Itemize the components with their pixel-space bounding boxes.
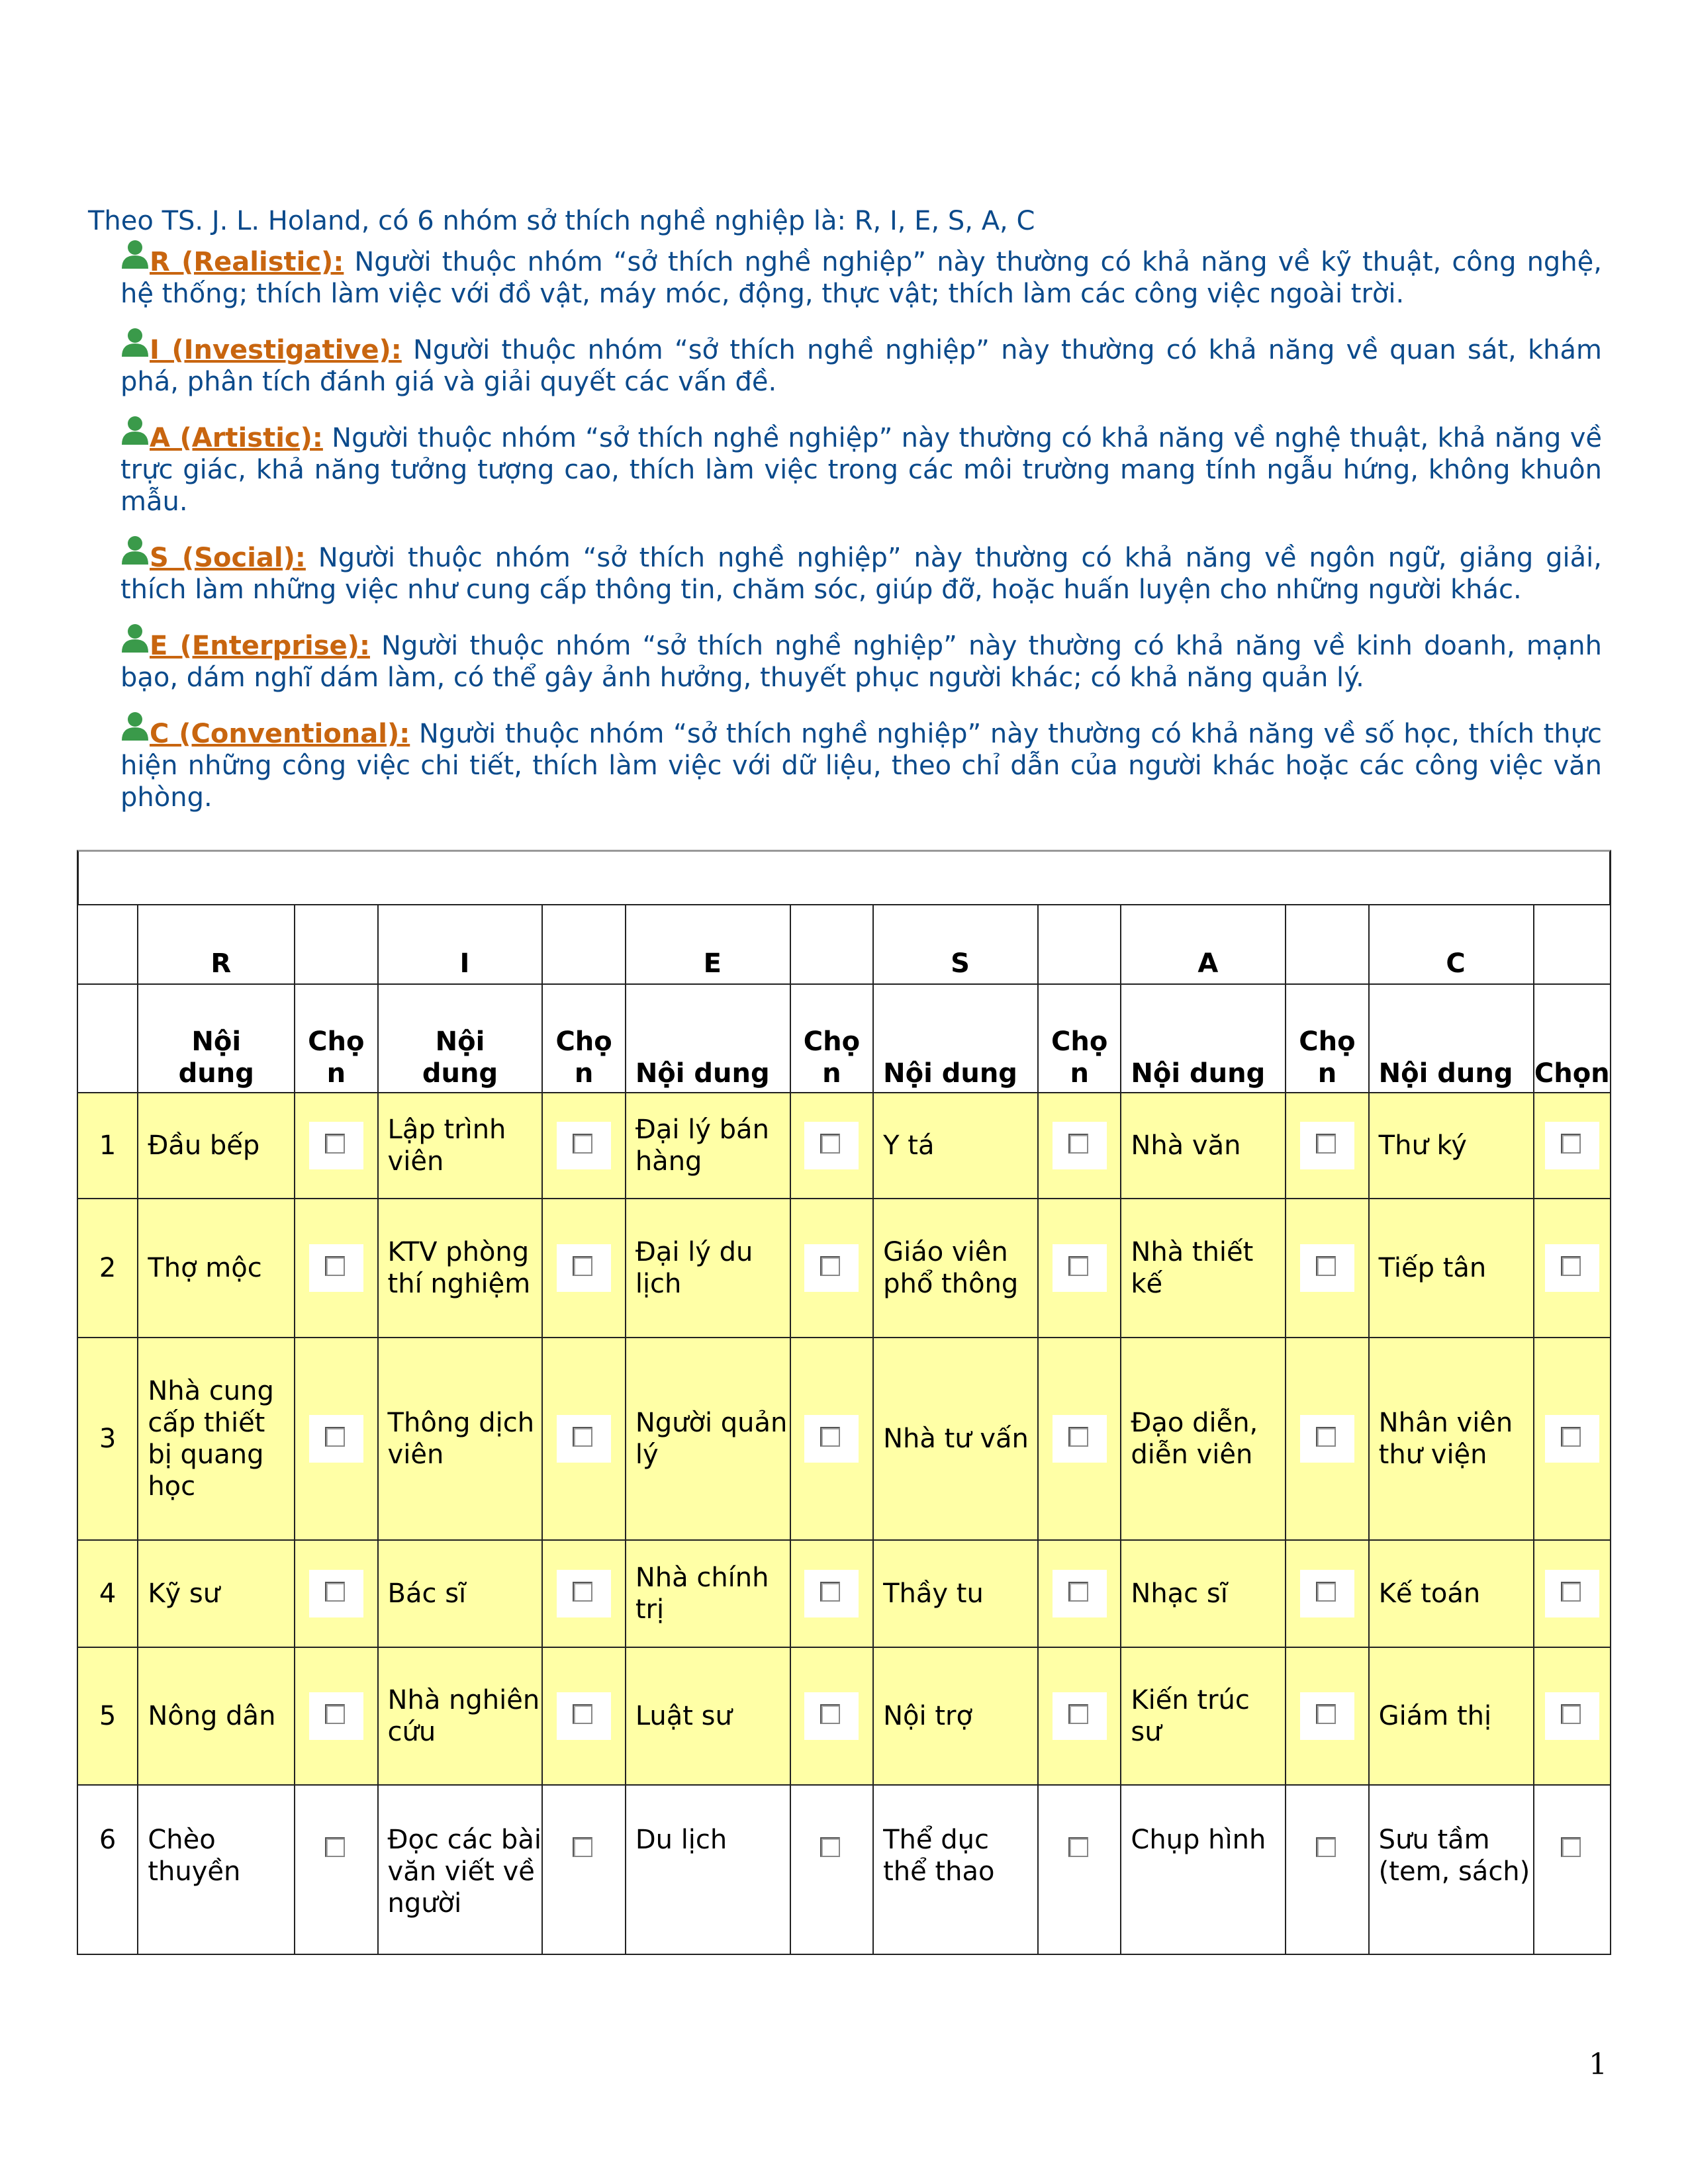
row-number: 3: [77, 1338, 138, 1540]
table-row: [77, 1647, 1611, 1785]
type-r: [120, 246, 1602, 310]
choose-cell[interactable]: [1038, 1199, 1121, 1338]
type-desc: Người thuộc nhóm “sở thích nghề nghiệp” này thường có khả năng về kinh doanh, mạnh bạo, dám nghĩ dám làm, có thể gây ảnh hưởng, thuyết phục người khác; có khả năng quản lý.: [120, 631, 1602, 693]
type-i: [120, 334, 1602, 398]
job-cell: Chụp hình: [1121, 1785, 1286, 1954]
choose-cell[interactable]: [295, 1199, 377, 1338]
type-desc: Người thuộc nhóm “sở thích nghề nghiệp” này thường có khả năng về số học, thích thực hiện những công việc chi tiết, thích làm việc với dữ liệu, theo chỉ dẫn của người khác hoặc các công việc văn phòng.: [120, 719, 1602, 813]
empty-cell: [77, 905, 138, 984]
checkbox[interactable]: [573, 1582, 592, 1602]
checkbox[interactable]: [573, 1427, 592, 1447]
choose-cell[interactable]: [1286, 1338, 1368, 1540]
choose-cell[interactable]: [542, 1785, 625, 1954]
checkbox[interactable]: [1068, 1256, 1088, 1276]
type-label: C (Conventional):: [150, 719, 410, 749]
choose-cell[interactable]: [790, 1647, 873, 1785]
choose-cell[interactable]: [295, 1540, 377, 1647]
row-number: 6: [77, 1785, 138, 1954]
job-cell: Du lịch: [626, 1785, 790, 1954]
checkbox[interactable]: [325, 1582, 345, 1602]
content-header: Nội dung: [873, 984, 1038, 1093]
group-letter: I: [378, 905, 543, 984]
type-label: S (Social):: [150, 543, 306, 573]
table-row: [77, 1338, 1611, 1540]
choose-cell[interactable]: [542, 1647, 625, 1785]
choose-cell[interactable]: [1038, 1093, 1121, 1199]
choose-cell[interactable]: [542, 1338, 625, 1540]
checkbox[interactable]: [820, 1704, 840, 1724]
checkbox[interactable]: [573, 1134, 592, 1154]
checkbox[interactable]: [1561, 1427, 1581, 1447]
table-row: [77, 1093, 1611, 1199]
choose-cell[interactable]: [1534, 1338, 1611, 1540]
checkbox[interactable]: [1316, 1427, 1336, 1447]
content-header: Nội dung: [378, 984, 543, 1093]
checkbox[interactable]: [325, 1704, 345, 1724]
job-cell: Kỹ sư: [138, 1540, 295, 1647]
choose-cell[interactable]: [1038, 1540, 1121, 1647]
choose-cell[interactable]: [790, 1540, 873, 1647]
job-cell: Kiến trúc sư: [1121, 1647, 1286, 1785]
job-cell: Sưu tầm (tem, sách): [1369, 1785, 1534, 1954]
person-icon: [120, 414, 150, 446]
type-desc: Người thuộc nhóm “sở thích nghề nghiệp” này thường có khả năng về nghệ thuật, khả năng về trực giác, khả năng tưởng tượng cao, thích làm việc trong các môi trường mang tính ngẫu hứng, không khuôn mẫu.: [120, 423, 1602, 517]
table-blank-header: [77, 850, 1611, 904]
checkbox[interactable]: [1068, 1704, 1088, 1724]
choose-cell[interactable]: [1038, 1785, 1121, 1954]
job-cell: Thợ mộc: [138, 1199, 295, 1338]
type-label: A (Artistic):: [150, 423, 323, 453]
empty-cell: [790, 905, 873, 984]
interest-table-wrapper: [77, 850, 1611, 1955]
group-letter: C: [1369, 905, 1534, 984]
empty-cell: [542, 905, 625, 984]
checkbox[interactable]: [1561, 1582, 1581, 1602]
checkbox[interactable]: [325, 1256, 345, 1276]
choose-cell[interactable]: [295, 1647, 377, 1785]
choose-cell[interactable]: [1286, 1647, 1368, 1785]
checkbox[interactable]: [1068, 1427, 1088, 1447]
empty-cell: [77, 984, 138, 1093]
type-desc: Người thuộc nhóm “sở thích nghề nghiệp” này thường có khả năng về ngôn ngữ, giảng giải, thích làm những việc như cung cấp thông tin, chăm sóc, giúp đỡ, hoặc huấn luyện cho những người khác.: [120, 543, 1602, 605]
choose-cell[interactable]: [542, 1093, 625, 1199]
group-letter: E: [626, 905, 790, 984]
choose-cell[interactable]: [1286, 1785, 1368, 1954]
type-desc: Người thuộc nhóm “sở thích nghề nghiệp” này thường có khả năng về kỹ thuật, công nghệ, hệ thống; thích làm việc với đồ vật, máy móc, động, thực vật; thích làm các công việc ngoài trời.: [120, 247, 1602, 309]
checkbox[interactable]: [325, 1134, 345, 1154]
type-label: R (Realistic):: [150, 247, 344, 277]
job-cell: Đại lý bán hàng: [626, 1093, 790, 1199]
job-cell: Đạo diễn, diễn viên: [1121, 1338, 1286, 1540]
choose-cell[interactable]: [295, 1093, 377, 1199]
group-letter: A: [1121, 905, 1286, 984]
empty-cell: [1286, 905, 1368, 984]
choose-header: Chọ n: [1038, 984, 1121, 1093]
choose-cell[interactable]: [1038, 1647, 1121, 1785]
choose-header: Chọ n: [790, 984, 873, 1093]
job-cell: Thể dục thể thao: [873, 1785, 1038, 1954]
job-cell: Nhạc sĩ: [1121, 1540, 1286, 1647]
checkbox[interactable]: [1316, 1134, 1336, 1154]
job-cell: Chèo thuyền: [138, 1785, 295, 1954]
checkbox[interactable]: [1316, 1582, 1336, 1602]
person-icon: [120, 326, 150, 358]
content-header: Nội dung: [1121, 984, 1286, 1093]
type-s: [120, 542, 1602, 606]
choose-header: Chọ n: [542, 984, 625, 1093]
job-cell: Y tá: [873, 1093, 1038, 1199]
job-cell: Đọc các bài văn viết về người: [378, 1785, 543, 1954]
content-header: Nội dung: [138, 984, 295, 1093]
group-header-row: [77, 905, 1611, 984]
choose-cell[interactable]: [790, 1785, 873, 1954]
type-desc: Người thuộc nhóm “sở thích nghề nghiệp” này thường có khả năng về quan sát, khám phá, phân tích đánh giá và giải quyết các vấn đề.: [120, 335, 1602, 397]
choose-cell[interactable]: [1286, 1540, 1368, 1647]
job-cell: Lập trình viên: [378, 1093, 543, 1199]
checkbox[interactable]: [1561, 1837, 1581, 1857]
choose-cell[interactable]: [295, 1785, 377, 1954]
content-header: Nội dung: [626, 984, 790, 1093]
choose-header: Chọn: [1534, 984, 1611, 1093]
job-cell: Nông dân: [138, 1647, 295, 1785]
person-icon: [120, 238, 150, 270]
choose-cell[interactable]: [542, 1199, 625, 1338]
choose-header: Chọ n: [1286, 984, 1368, 1093]
job-cell: Nhà chính trị: [626, 1540, 790, 1647]
table-row: [77, 1785, 1611, 1954]
job-cell: Nhà tư vấn: [873, 1338, 1038, 1540]
checkbox[interactable]: [1316, 1256, 1336, 1276]
checkbox[interactable]: [1068, 1582, 1088, 1602]
checkbox[interactable]: [820, 1837, 840, 1857]
checkbox[interactable]: [1561, 1704, 1581, 1724]
choose-cell[interactable]: [1534, 1540, 1611, 1647]
choose-cell[interactable]: [790, 1338, 873, 1540]
person-icon: [120, 534, 150, 566]
person-icon: [120, 622, 150, 654]
choose-cell[interactable]: [1534, 1647, 1611, 1785]
intro-text: Theo TS. J. L. Holand, có 6 nhóm sở thích nghề nghiệp là: R, I, E, S, A, C: [88, 206, 1035, 236]
type-a: [120, 422, 1602, 518]
checkbox[interactable]: [1561, 1256, 1581, 1276]
group-letter: R: [138, 905, 295, 984]
page-number: 1: [1589, 2048, 1607, 2081]
job-cell: Người quản lý: [626, 1338, 790, 1540]
checkbox[interactable]: [1068, 1134, 1088, 1154]
checkbox[interactable]: [573, 1256, 592, 1276]
job-cell: Nội trợ: [873, 1647, 1038, 1785]
choose-cell[interactable]: [1038, 1338, 1121, 1540]
job-cell: Đầu bếp: [138, 1093, 295, 1199]
job-cell: Giám thị: [1369, 1647, 1534, 1785]
checkbox[interactable]: [325, 1427, 345, 1447]
checkbox[interactable]: [820, 1256, 840, 1276]
table-row: [77, 1540, 1611, 1647]
table-row: [77, 1199, 1611, 1338]
content-header: Nội dung: [1369, 984, 1534, 1093]
job-cell: Nhà cung cấp thiết bị quang học: [138, 1338, 295, 1540]
checkbox[interactable]: [573, 1837, 592, 1857]
choose-cell[interactable]: [790, 1199, 873, 1338]
job-cell: Luật sư: [626, 1647, 790, 1785]
interest-types-list: [120, 246, 1602, 838]
job-cell: Nhà nghiên cứu: [378, 1647, 543, 1785]
checkbox[interactable]: [1068, 1837, 1088, 1857]
checkbox[interactable]: [820, 1427, 840, 1447]
person-icon: [120, 710, 150, 742]
job-cell: Nhà văn: [1121, 1093, 1286, 1199]
job-cell: Thư ký: [1369, 1093, 1534, 1199]
checkbox[interactable]: [820, 1134, 840, 1154]
column-header-row: [77, 984, 1611, 1093]
job-cell: Bác sĩ: [378, 1540, 543, 1647]
checkbox[interactable]: [573, 1704, 592, 1724]
interest-table: [77, 904, 1611, 1955]
checkbox[interactable]: [325, 1837, 345, 1857]
type-label: I (Investigative):: [150, 335, 402, 365]
choose-cell[interactable]: [295, 1338, 377, 1540]
checkbox[interactable]: [1316, 1704, 1336, 1724]
choose-cell[interactable]: [1286, 1093, 1368, 1199]
job-cell: Thầy tu: [873, 1540, 1038, 1647]
choose-header: Chọ n: [295, 984, 377, 1093]
job-cell: Giáo viên phổ thông: [873, 1199, 1038, 1338]
empty-cell: [1534, 905, 1611, 984]
checkbox[interactable]: [1561, 1134, 1581, 1154]
empty-cell: [295, 905, 377, 984]
row-number: 5: [77, 1647, 138, 1785]
job-cell: KTV phòng thí nghiệm: [378, 1199, 543, 1338]
choose-cell[interactable]: [790, 1093, 873, 1199]
table-body: [77, 1093, 1611, 1954]
group-letter: S: [873, 905, 1038, 984]
job-cell: Nhân viên thư viện: [1369, 1338, 1534, 1540]
row-number: 1: [77, 1093, 138, 1199]
checkbox[interactable]: [820, 1582, 840, 1602]
choose-cell[interactable]: [1534, 1199, 1611, 1338]
job-cell: Tiếp tân: [1369, 1199, 1534, 1338]
job-cell: Nhà thiết kế: [1121, 1199, 1286, 1338]
choose-cell[interactable]: [542, 1540, 625, 1647]
job-cell: Thông dịch viên: [378, 1338, 543, 1540]
job-cell: Kế toán: [1369, 1540, 1534, 1647]
type-e: [120, 630, 1602, 694]
checkbox[interactable]: [1316, 1837, 1336, 1857]
type-label: E (Enterprise):: [150, 631, 370, 661]
empty-cell: [1038, 905, 1121, 984]
row-number: 4: [77, 1540, 138, 1647]
choose-cell[interactable]: [1534, 1785, 1611, 1954]
choose-cell[interactable]: [1534, 1093, 1611, 1199]
type-c: [120, 718, 1602, 813]
job-cell: Đại lý du lịch: [626, 1199, 790, 1338]
choose-cell[interactable]: [1286, 1199, 1368, 1338]
row-number: 2: [77, 1199, 138, 1338]
